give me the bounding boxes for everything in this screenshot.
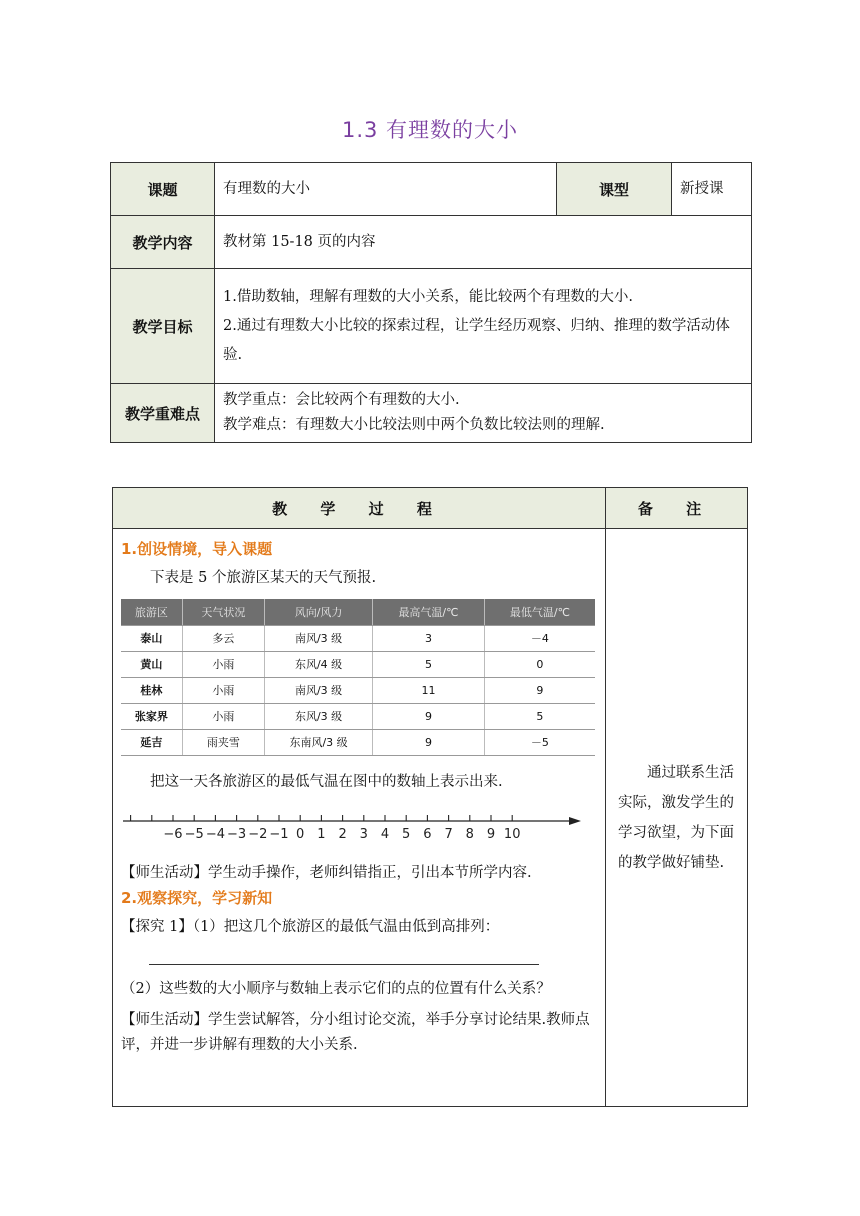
- table-cell: 东风/4 级: [264, 652, 372, 678]
- process-header: 教 学 过 程: [113, 488, 606, 529]
- number-line-label: −5: [184, 827, 204, 842]
- table-cell: 东南风/3 级: [264, 730, 372, 756]
- table-cell: 张家界: [121, 704, 182, 730]
- number-line-label: −2: [248, 827, 268, 842]
- keypoints-value: [215, 384, 752, 443]
- table-cell: 小雨: [182, 704, 264, 730]
- number-line-label: 6: [423, 827, 432, 842]
- table-cell: 小雨: [182, 652, 264, 678]
- table-cell: 多云: [182, 626, 264, 652]
- goals-label: 教学目标: [111, 269, 215, 384]
- keypoints-label: 教学重难点: [111, 384, 215, 443]
- table-cell: 南风/3 级: [264, 678, 372, 704]
- subject-label: 课题: [111, 163, 215, 216]
- weather-header: 最低气温/℃: [484, 599, 595, 626]
- content-label: 教学内容: [111, 216, 215, 269]
- goal-2: 2.通过有理数大小比较的探索过程，让学生经历观察、归纳、推理的数学活动体验.: [223, 317, 730, 363]
- section-2-title: 2.观察探究，学习新知: [121, 889, 273, 907]
- table-cell: 9: [484, 678, 595, 704]
- notes-cell: [606, 529, 748, 1107]
- number-line: [121, 807, 591, 847]
- answer-blank-line[interactable]: [149, 954, 539, 965]
- number-line-label: 4: [380, 827, 390, 842]
- goals-value: [215, 269, 752, 384]
- table-cell: 南风/3 级: [264, 626, 372, 652]
- table-cell: 11: [373, 678, 485, 704]
- number-line-label: −6: [163, 827, 183, 842]
- table-cell: 小雨: [182, 678, 264, 704]
- number-line-label: 9: [486, 827, 496, 842]
- number-line-label: 1: [317, 827, 326, 842]
- notes-header: 备 注: [606, 488, 748, 529]
- weather-header: 旅游区: [121, 599, 182, 626]
- goal-1: 1.借助数轴，理解有理数的大小关系，能比较两个有理数的大小.: [223, 288, 633, 305]
- lesson-info-table: [110, 162, 752, 443]
- table-cell: 桂林: [121, 678, 182, 704]
- table-row: [121, 704, 595, 730]
- number-line-label: 3: [359, 827, 368, 842]
- number-line-label: 8: [465, 827, 474, 842]
- table-cell: 雨夹雪: [182, 730, 264, 756]
- table-row: [121, 730, 595, 756]
- type-value: 新授课: [672, 163, 752, 216]
- table-row: [121, 652, 595, 678]
- type-label: 课型: [557, 163, 672, 216]
- weather-table: [121, 599, 595, 756]
- page-title: 1.3 有理数的大小: [341, 118, 519, 142]
- number-line-arrow: [569, 817, 581, 825]
- table-cell: 9: [373, 730, 485, 756]
- number-line-label: 10: [503, 827, 521, 842]
- table-cell: 3: [373, 626, 485, 652]
- note-text: 通过联系生活实际，激发学生的学习欲望，为下面的教学做好铺垫.: [618, 764, 734, 871]
- table-cell: 5: [373, 652, 485, 678]
- table-cell: 5: [484, 704, 595, 730]
- table-cell: 延吉: [121, 730, 182, 756]
- explore-1: 【探究 1】（1）把这几个旅游区的最低气温由低到高排列：: [121, 919, 500, 935]
- activity-1: 【师生活动】学生动手操作，老师纠错指正，引出本节所学内容.: [121, 865, 532, 881]
- number-line-label: 2: [338, 827, 347, 842]
- number-line-label: 5: [402, 827, 411, 842]
- process-content: [113, 529, 606, 1107]
- teaching-process-table: [112, 487, 748, 1107]
- weather-header: 最高气温/℃: [373, 599, 485, 626]
- table-cell: 0: [484, 652, 595, 678]
- activity-2: 【师生活动】学生尝试解答，分小组讨论交流，举手分享讨论结果.教师点评，并进一步讲解有理数的大小关系.: [121, 1012, 590, 1053]
- question-2: （2）这些数的大小顺序与数轴上表示它们的点的位置有什么关系？: [121, 981, 551, 997]
- table-cell: 9: [373, 704, 485, 730]
- weather-header: 风向/风力: [264, 599, 372, 626]
- keypoint-1: 教学重点：会比较两个有理数的大小.: [223, 392, 460, 408]
- weather-header: 天气状况: [182, 599, 264, 626]
- number-line-label: −3: [227, 827, 247, 842]
- numberline-prompt: 把这一天各旅游区的最低气温在图中的数轴上表示出来.: [150, 774, 503, 790]
- number-line-label: −1: [269, 827, 289, 842]
- table-cell: －4: [484, 626, 595, 652]
- table-cell: －5: [484, 730, 595, 756]
- number-line-label: 0: [296, 827, 305, 842]
- intro-text: 下表是 5 个旅游区某天的天气预报.: [150, 570, 377, 586]
- table-row: [121, 678, 595, 704]
- table-cell: 泰山: [121, 626, 182, 652]
- section-1-title: 1.创设情境，导入课题: [121, 540, 273, 558]
- subject-value: 有理数的大小: [215, 163, 557, 216]
- content-value: 教材第 15-18 页的内容: [215, 216, 752, 269]
- table-row: [121, 626, 595, 652]
- number-line-label: −4: [205, 827, 225, 842]
- number-line-label: 7: [444, 827, 453, 842]
- keypoint-2: 教学难点：有理数大小比较法则中两个负数比较法则的理解.: [223, 417, 605, 433]
- table-cell: 东风/3 级: [264, 704, 372, 730]
- table-cell: 黄山: [121, 652, 182, 678]
